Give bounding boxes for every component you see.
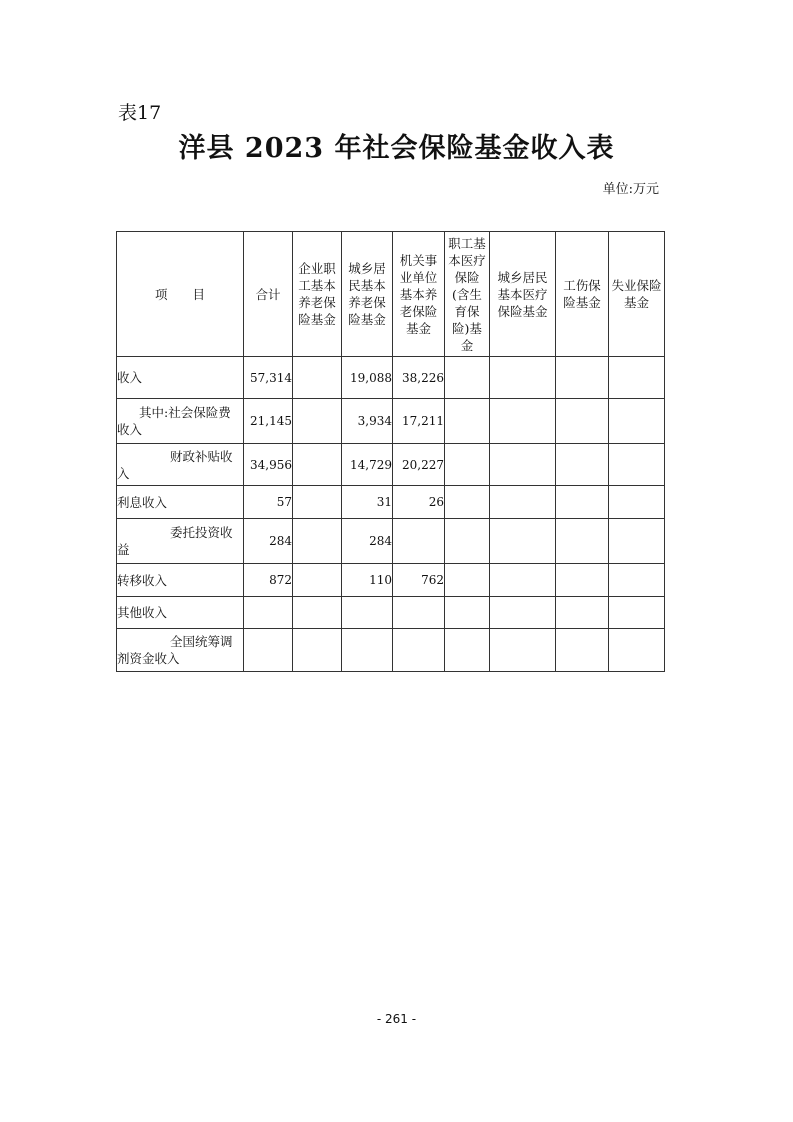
header-institution-pension: 机关事业单位基本养老保险基金 xyxy=(393,232,445,357)
cell-resident-medical xyxy=(490,357,556,399)
cell-enterprise-pension xyxy=(293,399,342,444)
unit-label: 单位:万元 xyxy=(602,182,659,197)
cell-total: 21,145 xyxy=(244,399,293,444)
header-item: 项 目 xyxy=(117,232,244,357)
cell-resident-pension: 110 xyxy=(342,564,393,597)
cell-injury xyxy=(556,444,609,486)
page-number: - 261 - xyxy=(376,1012,417,1026)
header-row xyxy=(117,232,665,357)
table-row xyxy=(117,564,665,597)
cell-injury xyxy=(556,357,609,399)
table-row xyxy=(117,519,665,564)
cell-employee-medical xyxy=(445,399,490,444)
cell-enterprise-pension xyxy=(293,357,342,399)
cell-unemployment xyxy=(609,357,665,399)
row-label: 其中:社会保险费收入 xyxy=(117,399,244,444)
cell-resident-pension xyxy=(342,597,393,629)
cell-resident-medical xyxy=(490,444,556,486)
cell-unemployment xyxy=(609,629,665,672)
table-number: 表17 xyxy=(118,102,162,124)
cell-employee-medical xyxy=(445,486,490,519)
cell-resident-pension: 31 xyxy=(342,486,393,519)
row-label: 财政补贴收入 xyxy=(117,444,244,486)
cell-employee-medical xyxy=(445,564,490,597)
cell-resident-pension xyxy=(342,629,393,672)
cell-institution-pension: 762 xyxy=(393,564,445,597)
cell-enterprise-pension xyxy=(293,597,342,629)
cell-enterprise-pension xyxy=(293,519,342,564)
row-label: 收入 xyxy=(117,357,244,399)
cell-resident-pension: 19,088 xyxy=(342,357,393,399)
cell-resident-medical xyxy=(490,399,556,444)
cell-employee-medical xyxy=(445,597,490,629)
cell-resident-medical xyxy=(490,629,556,672)
cell-enterprise-pension xyxy=(293,486,342,519)
header-total: 合计 xyxy=(244,232,293,357)
cell-total xyxy=(244,597,293,629)
cell-injury xyxy=(556,597,609,629)
fund-income-table xyxy=(116,231,665,672)
row-label: 委托投资收益 xyxy=(117,519,244,564)
table-row xyxy=(117,399,665,444)
cell-employee-medical xyxy=(445,629,490,672)
row-label: 利息收入 xyxy=(117,486,244,519)
cell-injury xyxy=(556,519,609,564)
table-row xyxy=(117,486,665,519)
cell-employee-medical xyxy=(445,357,490,399)
cell-resident-medical xyxy=(490,486,556,519)
row-label: 转移收入 xyxy=(117,564,244,597)
cell-institution-pension xyxy=(393,519,445,564)
row-label: 全国统筹调剂资金收入 xyxy=(117,629,244,672)
cell-institution-pension: 26 xyxy=(393,486,445,519)
page-title: 洋县 2023 年社会保险基金收入表 xyxy=(178,133,615,164)
cell-total: 57,314 xyxy=(244,357,293,399)
cell-resident-medical xyxy=(490,519,556,564)
cell-injury xyxy=(556,564,609,597)
cell-total: 57 xyxy=(244,486,293,519)
cell-total: 872 xyxy=(244,564,293,597)
cell-resident-medical xyxy=(490,564,556,597)
cell-enterprise-pension xyxy=(293,564,342,597)
header-enterprise-pension: 企业职工基本养老保险基金 xyxy=(293,232,342,357)
cell-unemployment xyxy=(609,597,665,629)
cell-injury xyxy=(556,629,609,672)
cell-institution-pension: 17,211 xyxy=(393,399,445,444)
header-injury: 工伤保险基金 xyxy=(556,232,609,357)
cell-institution-pension xyxy=(393,629,445,672)
cell-enterprise-pension xyxy=(293,629,342,672)
cell-total xyxy=(244,629,293,672)
header-employee-medical: 职工基本医疗保险(含生育保险)基金 xyxy=(445,232,490,357)
table-row xyxy=(117,629,665,672)
table-row xyxy=(117,597,665,629)
cell-total: 34,956 xyxy=(244,444,293,486)
header-resident-medical: 城乡居民基本医疗保险基金 xyxy=(490,232,556,357)
cell-resident-medical xyxy=(490,597,556,629)
cell-unemployment xyxy=(609,519,665,564)
cell-resident-pension: 3,934 xyxy=(342,399,393,444)
cell-employee-medical xyxy=(445,444,490,486)
cell-institution-pension: 38,226 xyxy=(393,357,445,399)
cell-injury xyxy=(556,486,609,519)
cell-resident-pension: 284 xyxy=(342,519,393,564)
cell-unemployment xyxy=(609,399,665,444)
cell-institution-pension xyxy=(393,597,445,629)
cell-employee-medical xyxy=(445,519,490,564)
cell-unemployment xyxy=(609,444,665,486)
row-label: 其他收入 xyxy=(117,597,244,629)
table-row xyxy=(117,357,665,399)
table-row xyxy=(117,444,665,486)
cell-institution-pension: 20,227 xyxy=(393,444,445,486)
cell-injury xyxy=(556,399,609,444)
cell-resident-pension: 14,729 xyxy=(342,444,393,486)
cell-unemployment xyxy=(609,486,665,519)
cell-total: 284 xyxy=(244,519,293,564)
cell-unemployment xyxy=(609,564,665,597)
header-unemployment: 失业保险基金 xyxy=(609,232,665,357)
header-resident-pension: 城乡居民基本养老保险基金 xyxy=(342,232,393,357)
cell-enterprise-pension xyxy=(293,444,342,486)
